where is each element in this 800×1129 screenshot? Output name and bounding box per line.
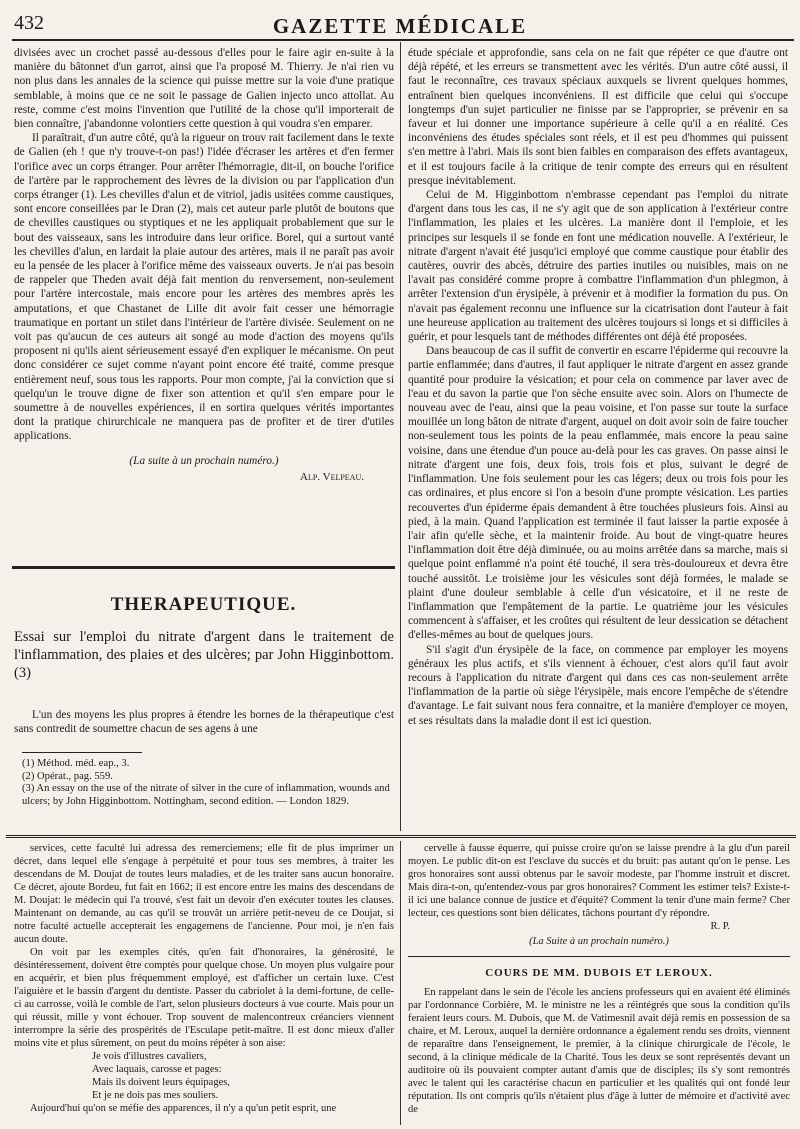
- feuilleton-right: [408, 842, 790, 1126]
- paragraph: étude spéciale et approfondie, sans cela on ne fait que répéter ce que d'autre ont déjà répété, et les erreurs se transmettent avec les vérités. D'un autre côté aussi, il faut le reconnaître, ces travaux spéciaux auxquels se livrent quelques hommes, entraînent bien quelques inconvéniens. Il est difficile que celui qui s'occupe longtemps d'un sujet particulier ne finisse par se l'approprier, se prévenir en sa faveur et lui donner une importance supérieure à celle qu'il a en réalité. Ces inconvéniens des études spéciales sont réels, et il est peu d'hommes qui puissent s'en mettre à l'abri. Mais ils sont bien faibles en comparaison des effets avantageux, et il est toujours facile à la critique de tenir compte des erreurs qui en résultent presque inévitablement.: [408, 47, 788, 187]
- section-rule: [12, 566, 395, 569]
- verse-line: Mais ils doivent leurs équipages,: [92, 1077, 230, 1088]
- journal-title: GAZETTE MÉDICALE: [272, 14, 528, 38]
- footnote-rule: [22, 752, 142, 753]
- verse-line: Je vois d'illustres cavaliers,: [92, 1051, 207, 1062]
- feuilleton-left: [14, 842, 394, 1126]
- article-title: Essai sur l'emploi du nitrate d'argent dans le traitement de l'inflammation, des plaies et des ulcères; par John Higginbottom. (3): [14, 629, 394, 681]
- footnote: (2) Opérat., pag. 559.: [22, 770, 113, 782]
- right-column-text: [408, 46, 788, 831]
- footnote: (3) An essay on the use of the nitrate of silver in the cure of inflammation, wounds and ulcers; by John Higginbottom. Nottingham, second edition. — London 1829.: [22, 783, 390, 807]
- paragraph: S'il s'agit d'un érysipèle de la face, on commence par employer les moyens généraux les plus actifs, et s'ils viennent à échouer, c'est alors qu'il faut avoir recours à l'application du nitrate d'argent qui dans ces cas non-seulement arrête l'inflammation de la partie où siège l'érysipèle, mais encore l'empêche de s'étendre d'avantage. Le fait suivant nous fera connaitre, et la manière d'employer ce moyen, et ses résultats dans la maladie dont il est ici question.: [408, 643, 788, 727]
- paragraph: cervelle à fausse équerre, qui puisse croire qu'on se laisse prendre à la glu d'un pareil moyen. Le public dit-on est l'esclave du succès et du bruit: pas autant qu'on le pense. Les gros honoraires sont aussi obtenus par le savoir modeste, par l'homme instruit et discret. Mais dira-t-on, qu'entendez-vous par gros honoraires? Comment les estimer tels? Existe-t-il ici une balance connue de justice et d'équité? Comment la tenir d'une main ferme? Cher lecteur, ces questions sont bien délicates, tâchons pourtant d'y répondre.: [408, 843, 790, 919]
- section-title: THERAPEUTIQUE.: [110, 594, 297, 615]
- column-divider: [400, 42, 401, 831]
- paragraph: En rappelant dans le sein de l'école les anciens professeurs qui en avaient été éliminés par l'ordonnance Corbière, M. le ministre ne les a réintégrés que sous la condition qu'ils feraient leurs cours. M. Dubois, que M. de Vatimesnil avait déjà remis en possession de sa chaire, et M. Leroux, auquel la dernière ordonnance a également rendu ses droits, viennent de reparaître dans l'enseignement, le premier, à la clinique chirurgicale de l'école, le second, à la clinique médicale de la Charité. Tous les deux se sont représentés devant un auditoire où ils pouvaient compter autant d'amis que de disciples; ils s'y sont remontrés avec le talent qui les caractérise chacun en particulier et les qualités qui ont fondé leur réputation. Ils ont compris qu'ils n'étaient plus d'âge à lutter de mémoire et d'activité avec de: [408, 987, 790, 1115]
- article-intro: [14, 708, 394, 740]
- bottom-column-divider: [400, 841, 401, 1125]
- footnote: (1) Méthod. méd. eap., 3.: [22, 758, 130, 769]
- continuation-note: (La Suite à un prochain numéro.): [529, 936, 669, 947]
- paragraph: Aujourd'hui qu'on se méfie des apparences, il n'y a qu'un petit esprit, une: [30, 1103, 337, 1114]
- paragraph: Il paraîtrait, d'un autre côté, qu'à la rigueur on trouv rait facilement dans le texte de Galien (eh ! que n'y trouve-t-on pas!) l'idée d'écraser les artères et d'en fermer l'orifice avec un corps étranger. Pour arrêter l'hémorragie, dit-il, on bouche l'orifice de l'artère par le rapprochement des lèvres de la division ou par l'application d'un corps étranger (1). Les chevilles d'alun et de vitriol, jadis usitées comme caustiques, sont encore conseillées par le Dran (2), mais cet auteur parle plutôt de boutons que de chevilles caustiques ou styptiques et ne les appliquait probablement que sur le bout des vaisseaux, sans les introduire dans leur orifice. Borel, qui a surtout vanté les chevilles d'alun, en lardait la plaie autour des artères, mais il ne paraît pas avoir eu la pensée de les placer à l'orifice même des vaisseaux ouverts. Je n'ai pas besoin de rappeler que Theden avait déjà fait mention du renversement, non-seulement pour l'artère intercostale, mais encore pour les artères des membres après les amputations, et que Chastanet de Lille dit avoir fait cesser une hémorragie traumatique en portant un stilet dans l'intérieur de l'artère divisée. Seulement on ne voit pas qu'aucun de ces auteurs ait songé au mode d'action des moyens qu'ils proposent ni qu'ils aient sérieusement essayé d'en expliquer le mécanisme. On peut donc considérer ce sujet comme n'ayant point encore été traité, comme presque entièrement neuf, sous tous les rapports. Pour mon compte, j'ai la conviction que si quelqu'un le trouve digne de fixer son attention et qu'il s'en empare pour le soumettre à de nouvelles expériences, il en sortira quelques vérités importantes dont la pratique chirurchicale ne manquera pas de profiter et de tirer d'utiles applications.: [14, 132, 394, 443]
- feuilleton-rule: [6, 835, 796, 838]
- left-column-text: [14, 46, 394, 546]
- paragraph: L'un des moyens les plus propres à étendre les bornes de la thérapeutique c'est sans contredit de soumettre chacun de ses agens à une: [14, 709, 394, 736]
- paragraph: Dans beaucoup de cas il suffit de convertir en escarre l'épiderme qui recouvre la partie enflammée; dans d'autres, il faut appliquer le nitrate d'argent en assez grande quantité pour produire la vésication; et pour cela on commence par laver avec de l'eau et du savon la partie que l'on sèche ensuite avec soin. Alors on l'humecte de nouveau avec de l'eau, ainsi que la peau voisine, et l'on passe sur toute la surface mouillée un long bâton de nitrate d'argent, auquel on doit avoir soin de faire toucher non-seulement tous les points de la peau enflammée, mais encore la peau saine voisine, dans une étendue d'un pouce au-delà pour les cas graves. On passe ainsi le nitrate d'argent une fois, deux fois, trois fois et plus, suivant le degré de l'inflammation. Une fois seulement pour les cas légers; deux ou trois fois pour les cas ordinaires, et plus encore si l'on a besoin d'une prompte vésication. Les parties recouvertes d'un épiderme épais demandent à être touchées plusieurs fois. Ainsi au pied, à la main. Quand l'application est terminée il faut laisser la partie exposée à l'air afin qu'elle sèche, et la maintenir froide. Au bout de vingt-quatre heures l'inflammation doit être déjà diminuée, ou au moins arrêtée dans sa marche, mais si quelque point enflammé n'a point été touché, il sera très-douloureux et devra être touché aussitôt. Le troisième jour les vésicules sont déjà formées, le malade se plaint d'une douleur semblable à celle d'un vésicatoire, et il ne reste de l'inflammation que l'empâtement de la partie. Le quatrième jour les vésicules commencent à s'affaiser, et les croûtes qui résultent de leur dessication se détachent d'elles-mêmes au bout de quelques jours.: [408, 345, 788, 642]
- feuilleton-signature: R. P.: [710, 921, 730, 932]
- cours-title: COURS DE MM. DUBOIS ET LEROUX.: [485, 967, 713, 979]
- verse-line: Avec laquais, carosse et pages:: [92, 1064, 222, 1075]
- page-number: 432: [14, 12, 44, 34]
- paragraph: divisées avec un crochet passé au-dessous d'elles pour le faire agir en-suite à la manière du bâtonnet d'un garrot, ainsi que l'a proposé M. Thierry. Je n'ai rien vu non plus dans les annales de la science qui puisse mettre sur la voie d'une pratique semblable, à moins que ce ne soit le passage de Galien injecto unco attollat. Au reste, comme c'est moins l'invention que l'utilité de la chose qu'il importerait de bien connaître, j'abandonne volontiers cette question à qui voudra s'en emparer.: [14, 47, 394, 131]
- continuation-note: (La suite à un prochain numéro.): [129, 454, 279, 467]
- footnotes: [22, 758, 392, 808]
- page-header: [0, 8, 800, 38]
- paragraph: On voit par les exemples cités, qu'en fait d'honoraires, la générosité, le désintéressement, doivent être comptés pour quelque chose. Un moyen plus vulgaire pour en acquérir, et bien plus fréquemment employé, est d'afficher un certain luxe. C'est l'aiguière et le bassin d'argent du dentiste. Passer du cabriolet à la demi-fortune, de celle-ci au carrosse, voilà le comble de l'art, selon plusieurs docteurs à vue courte. Mais pour un qui réussit, mille y vont échouer. Trop souvent de malencontreux créanciers viennent interrompre la série des prospérités de l'Esculape petit-maître. Il est donc mieux d'aller moins vite et plus sûrement, on peut du moins répéter à son aise:: [14, 947, 394, 1049]
- divider: [408, 956, 790, 957]
- verse-line: Et je ne dois pas mes souliers.: [92, 1090, 219, 1101]
- paragraph: services, cette faculté lui adressa des remerciemens; elle fit de plus imprimer un décret, dans lequel elle s'engage à perpétuité et pour tous ses membres, à traiter les descendans de M. Doujat de toutes leurs maladies, et de les traiter sans aucun honoraire. Ce décret, ajoute Bordeu, fut fait en 1662; il est encore entre les mains des descendans de M. Doujat: le médecin qui l'a trouvé, s'est fait un devoir d'en exécuter toutes les clauses. Maintenant on demande, au cas qu'il se trouvât un arrière petit-neveu de ce Doujat, si notre faculté actuelle accepterait les engagemens de l'ancienne. Pour moi, je n'en fais aucun doute.: [14, 843, 394, 945]
- header-rule: [12, 39, 794, 41]
- author-signature: Alp. Velpeau.: [300, 470, 364, 483]
- paragraph: Celui de M. Higginbottom n'embrasse cependant pas l'emploi du nitrate d'argent dans tous les cas, il ne s'y agit que de son application à l'extérieur contre l'inflammation, les plaies et les ulcères. La manière dont il l'emploie, et les principes sur lesquels il se fonde en font une médication nouvelle. A l'extérieur, le nitrate d'argent n'avait été jusqu'ici employé que comme caustique pour établir des cautères, ouvrir des abcès, détruire des parties inutiles ou nuisibles, mais on ne l'avait pas considéré comme propre à combattre l'inflammation d'un phlegmon, à arrêter l'extension d'un érysipèle, à prévenir et à modifier la formation du pus. On n'avait pas également reconnu une influence sur la cicatrisation dont l'auteur à fait une heureuse application au traitement des ulcères toujours si longs et si difficiles à guérir, et pour lesquels tant de méthodes différentes ont déjà été proposées.: [408, 189, 788, 344]
